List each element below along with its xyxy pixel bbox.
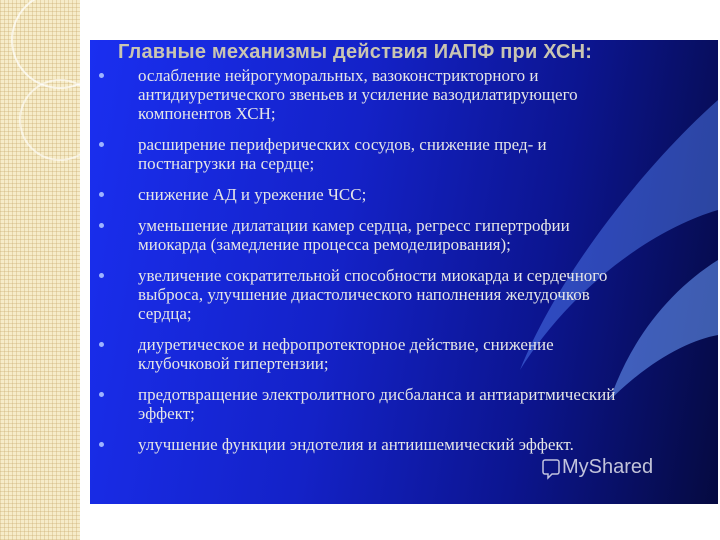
bullet-text: улучшение функции эндотелия и антиишемический эффект. bbox=[138, 435, 574, 454]
bullet-icon bbox=[99, 442, 104, 447]
bullet-item bbox=[90, 385, 718, 423]
bullet-icon bbox=[99, 192, 104, 197]
bullet-text: расширение периферических сосудов, снижение пред- и постнагрузки на сердце; bbox=[138, 135, 547, 173]
myshared-logo-icon bbox=[542, 458, 560, 480]
bullet-item bbox=[90, 266, 718, 323]
bullet-item bbox=[90, 185, 718, 204]
bullet-icon bbox=[99, 142, 104, 147]
bullet-item bbox=[90, 135, 718, 173]
watermark-text: MyShared bbox=[562, 456, 654, 478]
bullet-icon bbox=[99, 73, 104, 78]
bullet-icon bbox=[99, 273, 104, 278]
bullet-icon bbox=[99, 342, 104, 347]
bullet-text: ослабление нейрогуморальных, вазоконстрикторного и антидиуретического звеньев и усиление вазодилатирующего компонентов ХСН; bbox=[138, 66, 578, 123]
bullet-text: увеличение сократительной способности миокарда и сердечного выброса, улучшение диастолического наполнения желудочков сердца; bbox=[138, 266, 608, 323]
bullet-list bbox=[90, 66, 718, 466]
bullet-text: снижение АД и урежение ЧСС; bbox=[138, 185, 367, 204]
slide-title: Главные механизмы действия ИАПФ при ХСН: bbox=[118, 41, 593, 63]
bullet-item bbox=[90, 66, 718, 123]
bullet-item bbox=[90, 435, 718, 454]
bullet-text: предотвращение электролитного дисбаланса и антиаритмический эффект; bbox=[138, 385, 616, 423]
decorative-side-strip bbox=[0, 0, 80, 540]
bullet-text: уменьшение дилатации камер сердца, регресс гипертрофии миокарда (замедление процесса ремоделирования); bbox=[138, 216, 570, 254]
bullet-icon bbox=[99, 392, 104, 397]
bullet-item bbox=[90, 216, 718, 254]
bullet-text: диуретическое и нефропротекторное действие, снижение клубочковой гипертензии; bbox=[138, 335, 554, 373]
bullet-item bbox=[90, 335, 718, 373]
slide-panel bbox=[90, 40, 718, 504]
bullet-icon bbox=[99, 223, 104, 228]
decorative-circles-icon bbox=[0, 0, 80, 540]
